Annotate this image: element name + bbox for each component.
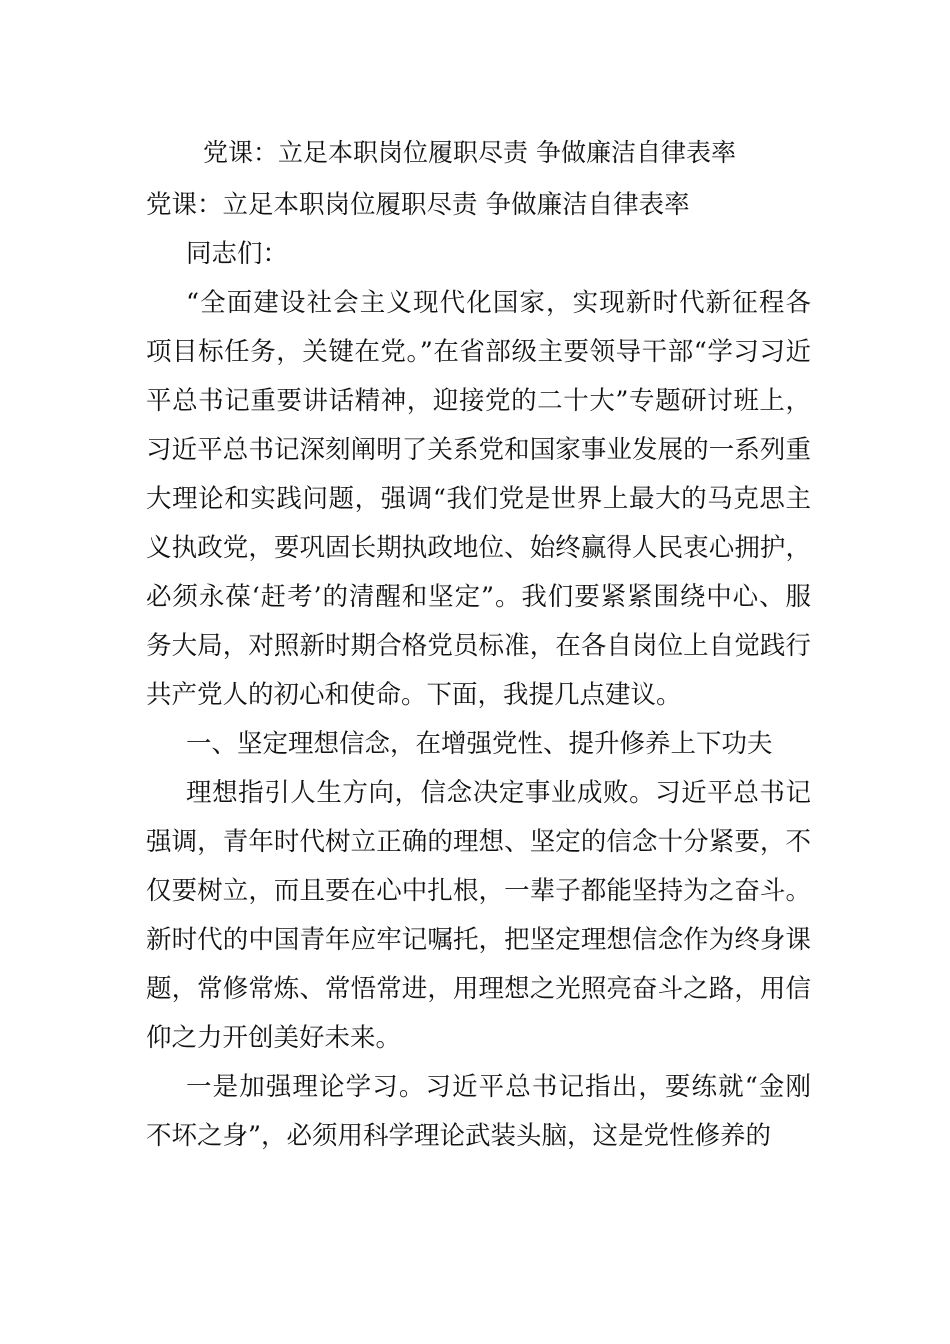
salutation: 同志们： [186, 239, 289, 269]
section-heading: 一、坚定理想信念，在增强党性、提升修养上下功夫 [186, 729, 773, 759]
document-subtitle: 党课：立足本职岗位履职尽责 争做廉洁自律表率 [146, 190, 690, 220]
document-body [146, 181, 811, 1161]
paragraph-intro: “全面建设社会主义现代化国家，实现新时代新征程各项目标任务，关键在党。”在省部级主要领导干部“学习习近平总书记重要讲话精神，迎接党的二十大”专题研讨班上，习近平总书记深刻阐明了关系党和国家事业发展的一系列重大理论和实践问题，强调“我们党是世界上最大的马克思主义执政党，要巩固长期执政地位、始终赢得人民衷心拥护，必须永葆‘赶考’的清醒和坚定”。我们要紧紧围绕中心、服务大局，对照新时期合格党员标准，在各自岗位上自觉践行共产党人的初心和使命。下面，我提几点建议。 [146, 288, 811, 710]
paragraph-theory-study: 一是加强理论学习。习近平总书记指出，要练就“金刚不坏之身”，必须用科学理论武装头脑，这是党性修养的 [146, 1072, 811, 1151]
document-title: 党课：立足本职岗位履职尽责 争做廉洁自律表率 [203, 138, 736, 167]
paragraph-ideals: 理想指引人生方向，信念决定事业成败。习近平总书记强调，青年时代树立正确的理想、坚定的信念十分紧要，不仅要树立，而且要在心中扎根，一辈子都能坚持为之奋斗。新时代的中国青年应牢记嘱托，把坚定理想信念作为终身课题，常修常炼、常悟常进，用理想之光照亮奋斗之路，用信仰之力开创美好未来。 [146, 778, 811, 1053]
